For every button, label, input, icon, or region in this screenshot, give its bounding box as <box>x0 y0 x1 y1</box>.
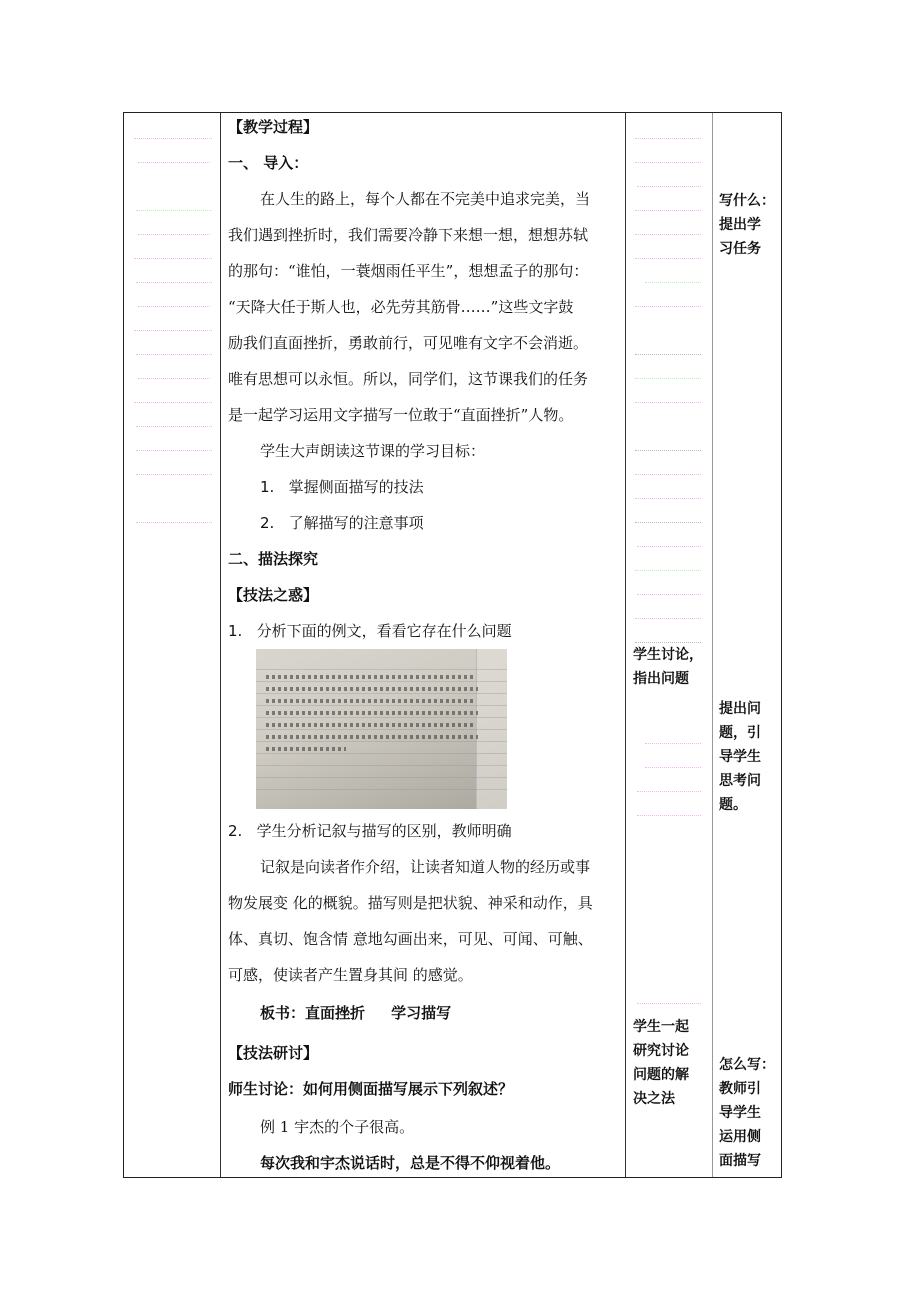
explanation-line: 物发展变 化的概貌。描写则是把状貌、神采和动作，具 <box>228 894 593 912</box>
student-activity-note <box>633 643 703 691</box>
note-line: 运用侧 <box>719 1129 761 1145</box>
objectives-intro: 学生大声朗读这节课的学习目标： <box>260 442 486 460</box>
step-number: 1. <box>228 622 243 640</box>
note-line: 提出问 <box>719 701 761 717</box>
step1 <box>228 621 512 641</box>
objective-text: 掌握侧面描写的技法 <box>288 478 424 496</box>
note-line: 学生讨论， <box>633 647 703 663</box>
design-intent-column <box>712 113 782 1177</box>
note-line: 思考问 <box>719 773 761 789</box>
note-line: 导学生 <box>719 749 761 765</box>
intro-line: “天降大任于斯人也，必先劳其筋骨……”这些文字鼓 <box>228 298 574 316</box>
note-line: 习任务 <box>719 241 761 257</box>
objective-text: 了解描写的注意事项 <box>288 514 424 532</box>
note-line: 指出问题 <box>633 671 689 687</box>
intro-line: 是一起学习运用文字描写一位敢于“直面挫折”人物。 <box>228 406 574 424</box>
design-intent-note <box>719 1053 775 1173</box>
handwritten-essay-photo <box>256 649 507 809</box>
step-text: 分析下面的例文，看看它存在什么问题 <box>256 622 512 640</box>
step-number: 2. <box>228 822 243 840</box>
intro-line: 的那句：“谁怕，一蓑烟雨任平生”，想想孟子的那句： <box>228 262 589 280</box>
note-line: 题。 <box>719 797 747 813</box>
student-activity-note <box>633 1015 689 1111</box>
note-line: 导学生 <box>719 1105 761 1121</box>
teaching-process-column <box>220 113 625 1177</box>
objective-number: 1. <box>260 478 275 496</box>
intro-line: 我们遇到挫折时，我们需要冷静下来想一想，想想苏轼 <box>228 226 589 244</box>
objective-item <box>260 477 424 497</box>
lesson-plan-table <box>123 112 782 1178</box>
process-heading: 【教学过程】 <box>228 118 319 136</box>
note-line: 决之法 <box>633 1091 675 1107</box>
explanation-line: 可感，使读者产生置身其间 的感觉。 <box>228 966 473 984</box>
intro-line: 唯有思想可以永恒。所以，同学们，这节课我们的任务 <box>228 370 589 388</box>
step2 <box>228 821 512 841</box>
note-line: 面描写 <box>719 1153 761 1169</box>
note-line: 怎么写： <box>719 1057 775 1073</box>
note-line: 教师引 <box>719 1081 761 1097</box>
explanation-line: 记叙是向读者作介绍，让读者知道人物的经历或事 <box>260 858 591 876</box>
technique-sense-heading: 【技法之惑】 <box>228 586 319 604</box>
technique-study-heading: 【技法研讨】 <box>228 1044 319 1062</box>
step-text: 学生分析记叙与描写的区别，教师明确 <box>256 822 512 840</box>
note-line: 学生一起 <box>633 1019 689 1035</box>
intro-line: 励我们直面挫折，勇敢前行，可见唯有文字不会消逝。 <box>228 334 589 352</box>
design-intent-note <box>719 189 775 261</box>
objective-item <box>260 513 424 533</box>
note-line: 问题的解 <box>633 1067 689 1083</box>
note-line: 写什么： <box>719 193 775 209</box>
blackboard-note: 板书：直面挫折 学习描写 <box>260 1004 452 1022</box>
objective-number: 2. <box>260 514 275 532</box>
intro-line: 在人生的路上，每个人都在不完美中追求完美，当 <box>260 190 591 208</box>
example-1: 例 1 宇杰的个子很高。 <box>260 1118 415 1136</box>
note-line: 提出学 <box>719 217 761 233</box>
margin-column <box>124 113 220 1177</box>
discussion-prompt: 师生讨论：如何用侧面描写展示下列叙述？ <box>228 1080 514 1098</box>
explanation-line: 体、真切、饱含情 意地勾画出来，可见、可闻、可触、 <box>228 930 593 948</box>
student-activity-column <box>625 113 712 1177</box>
example-1-answer: 每次我和宇杰说话时，总是不得不仰视着他。 <box>260 1154 561 1172</box>
design-intent-note <box>719 697 761 817</box>
note-line: 研究讨论 <box>633 1043 689 1059</box>
section2-heading: 二、描法探究 <box>228 550 319 568</box>
section1-heading: 一、 导入： <box>228 154 309 172</box>
note-line: 题，引 <box>719 725 761 741</box>
